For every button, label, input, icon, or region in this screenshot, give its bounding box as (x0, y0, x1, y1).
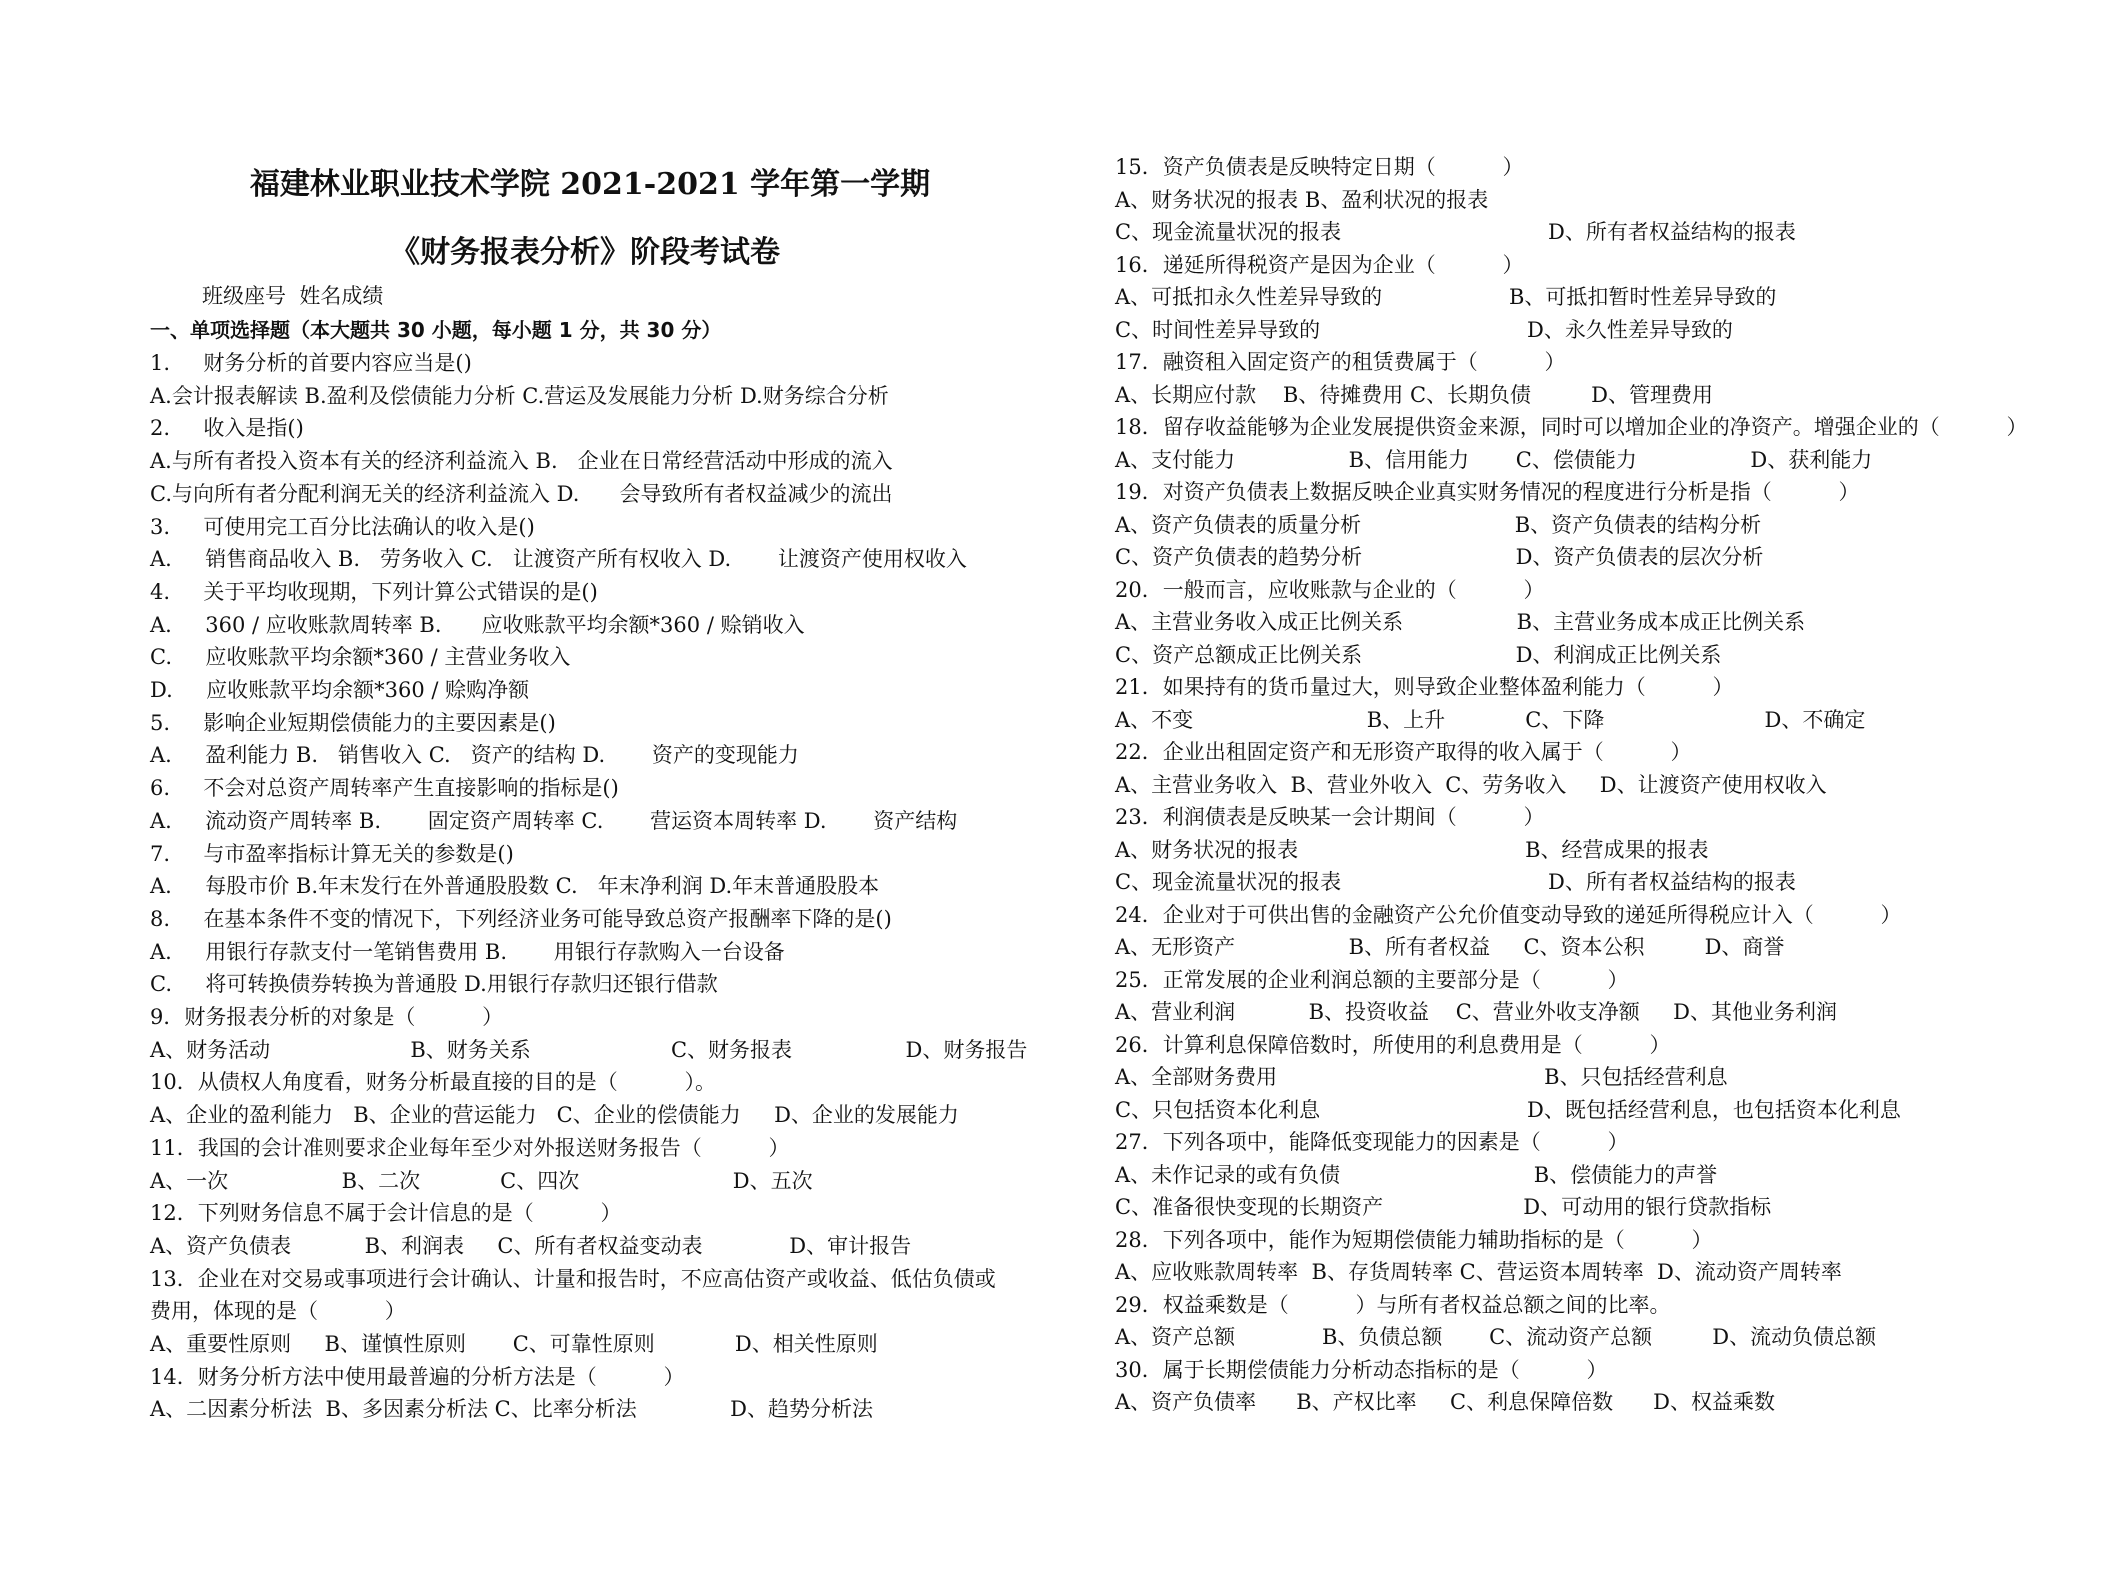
question-line: A、二因素分析法 B、多因素分析法 C、比率分析法 D、趋势分析法 (150, 1397, 873, 1422)
question-line: 11．我国的会计准则要求企业每年至少对外报送财务报告（ ） (150, 1135, 790, 1160)
exam-title: 福建林业职业技术学院 2021-2021 学年第一学期 (249, 167, 931, 202)
question-line: A、财务状况的报表 B、经营成果的报表 (1115, 837, 1709, 862)
question-line: A、资产总额 B、负债总额 C、流动资产总额 D、流动负债总额 (1115, 1325, 1877, 1349)
question-line: A、财务状况的报表 B、盈利状况的报表 (1115, 187, 1489, 212)
question-line: A. 盈利能力 B. 销售收入 C. 资产的结构 D. 资产的变现能力 (150, 743, 799, 768)
question-line: 7. 与市盈率指标计算无关的参数是() (150, 841, 514, 866)
question-line: A、支付能力 B、信用能力 C、偿债能力 D、获利能力 (1115, 447, 1873, 472)
question-line: A. 销售商品收入 B. 劳务收入 C. 让渡资产所有权收入 D. 让渡资产使用权收入 (150, 547, 967, 572)
question-line: A. 360 / 应收账款周转率 B. 应收账款平均余额*360 / 赊销收入 (150, 612, 805, 637)
question-line: 1. 财务分析的首要内容应当是() (150, 351, 472, 375)
question-line: 27．下列各项中，能降低变现能力的因素是（ ） (1115, 1130, 1629, 1154)
question-line: A. 流动资产周转率 B. 固定资产周转率 C. 营运资本周转率 D. 资产结构 (150, 808, 958, 833)
question-line: A、营业利润 B、投资收益 C、营业外收支净额 D、其他业务利润 (1115, 1000, 1838, 1024)
question-line: 29．权益乘数是（ ）与所有者权益总额之间的比率。 (1115, 1292, 1671, 1317)
question-line: C. 将可转换债券转换为普通股 D.用银行存款归还银行借款 (150, 972, 718, 997)
question-line: C、资产总额成正比例关系 D、利润成正比例关系 (1115, 642, 1722, 667)
question-line: 18．留存收益能够为企业发展提供资金来源，同时可以增加企业的净资产。增强企业的（ ） (1115, 415, 2028, 439)
question-line: 3. 可使用完工百分比法确认的收入是() (150, 514, 535, 539)
question-line: A、资产负债表的质量分析 B、资产负债表的结构分析 (1115, 512, 1762, 537)
question-line: 22．企业出租固定资产和无形资产取得的收入属于（ ） (1115, 740, 1692, 764)
question-line: A、主营业务收入成正比例关系 B、主营业务成本成正比例关系 (1115, 610, 1806, 634)
exam-subtitle: 《财务报表分析》阶段考试卷 (390, 235, 780, 270)
question-line: A、长期应付款 B、待摊费用 C、长期负债 D、管理费用 (1115, 382, 1713, 407)
question-line: A. 每股市价 B.年末发行在外普通股股数 C. 年末净利润 D.年末普通股股本 (150, 874, 880, 899)
question-line: C、现金流量状况的报表 D、所有者权益结构的报表 (1115, 220, 1796, 244)
question-line: 13．企业在对交易或事项进行会计确认、计量和报告时，不应高估资产或收益、低估负债或 (150, 1266, 996, 1291)
question-line: A、重要性原则 B、谨慎性原则 C、可靠性原则 D、相关性原则 (150, 1332, 878, 1356)
question-line: 30．属于长期偿债能力分析动态指标的是（ ） (1115, 1357, 1608, 1382)
question-line: 24．企业对于可供出售的金融资产公允价值变动导致的递延所得税应计入（ ） (1115, 902, 1902, 927)
question-line: A、无形资产 B、所有者权益 C、资本公积 D、商誉 (1115, 935, 1785, 959)
question-line: 26．计算利息保障倍数时，所使用的利息费用是（ ） (1115, 1032, 1671, 1057)
question-line: 20．一般而言，应收账款与企业的（ ） (1115, 577, 1545, 602)
question-line: A、一次 B、二次 C、四次 D、五次 (150, 1168, 813, 1193)
question-line: A. 用银行存款支付一笔销售费用 B. 用银行存款购入一台设备 (150, 939, 785, 964)
question-line: 2. 收入是指() (150, 416, 304, 441)
question-line: A、企业的盈利能力 B、企业的营运能力 C、企业的偿债能力 D、企业的发展能力 (150, 1103, 959, 1128)
question-line: 10．从债权人角度看，财务分析最直接的目的是（ ）。 (150, 1070, 716, 1095)
question-line: 15．资产负债表是反映特定日期（ ） (1115, 155, 1524, 179)
question-line: 19．对资产负债表上数据反映企业真实财务情况的程度进行分析是指（ ） (1115, 480, 1860, 504)
question-line: 21．如果持有的货币量过大，则导致企业整体盈利能力（ ） (1115, 675, 1734, 699)
question-line: 16．递延所得税资产是因为企业（ ） (1115, 252, 1524, 277)
question-line: 8. 在基本条件不变的情况下，下列经济业务可能导致总资产报酬率下降的是() (150, 906, 892, 931)
question-line: A、资产负债表 B、利润表 C、所有者权益变动表 D、审计报告 (150, 1233, 912, 1258)
question-line: A、不变 B、上升 C、下降 D、不确定 (1115, 707, 1866, 732)
question-line: 6. 不会对总资产周转率产生直接影响的指标是() (150, 776, 619, 801)
question-line: C.与向所有者分配利润无关的经济利益流入 D. 会导致所有者权益减少的流出 (150, 481, 893, 506)
question-line: 12．下列财务信息不属于会计信息的是（ ） (150, 1201, 622, 1226)
question-line: C、资产负债表的趋势分析 D、资产负债表的层次分析 (1115, 545, 1764, 569)
question-line: A、未作记录的或有负债 B、偿债能力的声誉 (1115, 1162, 1718, 1187)
question-line: 4. 关于平均收现期，下列计算公式错误的是() (150, 579, 598, 604)
question-line: C、时间性差异导致的 D、永久性差异导致的 (1115, 317, 1733, 342)
question-line: A.与所有者投入资本有关的经济利益流入 B. 企业在日常经营活动中形成的流入 (150, 449, 893, 474)
question-line: 9．财务报表分析的对象是（ ） (150, 1005, 504, 1029)
question-line: 23．利润债表是反映某一会计期间（ ） (1115, 805, 1545, 829)
question-line: 28．下列各项中，能作为短期偿债能力辅助指标的是（ ） (1115, 1227, 1713, 1252)
question-line: 25．正常发展的企业利润总额的主要部分是（ ） (1115, 967, 1629, 992)
question-line: A、主营业务收入 B、营业外收入 C、劳务收入 D、让渡资产使用权收入 (1115, 772, 1827, 797)
question-line: A、应收账款周转率 B、存货周转率 C、营运资本周转率 D、流动资产周转率 (1115, 1260, 1842, 1284)
question-line: D. 应收账款平均余额*360 / 赊购净额 (150, 678, 530, 702)
question-line: A、全部财务费用 B、只包括经营利息 (1115, 1065, 1728, 1089)
question-line: 17．融资租入固定资产的租赁费属于（ ） (1115, 350, 1566, 374)
question-line: C. 应收账款平均余额*360 / 主营业务收入 (150, 645, 571, 670)
question-line: A.会计报表解读 B.盈利及偿债能力分析 C.营运及发展能力分析 D.财务综合分析 (150, 383, 889, 408)
question-line: C、只包括资本化利息 D、既包括经营利息，也包括资本化利息 (1115, 1097, 1901, 1122)
info-line: 班级座号 姓名成绩 (202, 284, 384, 308)
question-line: A、可抵扣永久性差异导致的 B、可抵扣暂时性差异导致的 (1115, 285, 1777, 309)
question-line: 14．财务分析方法中使用最普遍的分析方法是（ ） (150, 1364, 685, 1389)
question-line: 5. 影响企业短期偿债能力的主要因素是() (150, 710, 556, 735)
question-line: A、财务活动 B、财务关系 C、财务报表 D、财务报告 (150, 1037, 1028, 1062)
question-line: C、现金流量状况的报表 D、所有者权益结构的报表 (1115, 870, 1796, 894)
question-line: 费用，体现的是（ ） (150, 1299, 406, 1324)
section-heading: 一、单项选择题（本大题共 30 小题，每小题 1 分，共 30 分） (150, 318, 722, 342)
question-line: A、资产负债率 B、产权比率 C、利息保障倍数 D、权益乘数 (1115, 1390, 1775, 1414)
question-line: C、准备很快变现的长期资产 D、可动用的银行贷款指标 (1115, 1195, 1772, 1219)
